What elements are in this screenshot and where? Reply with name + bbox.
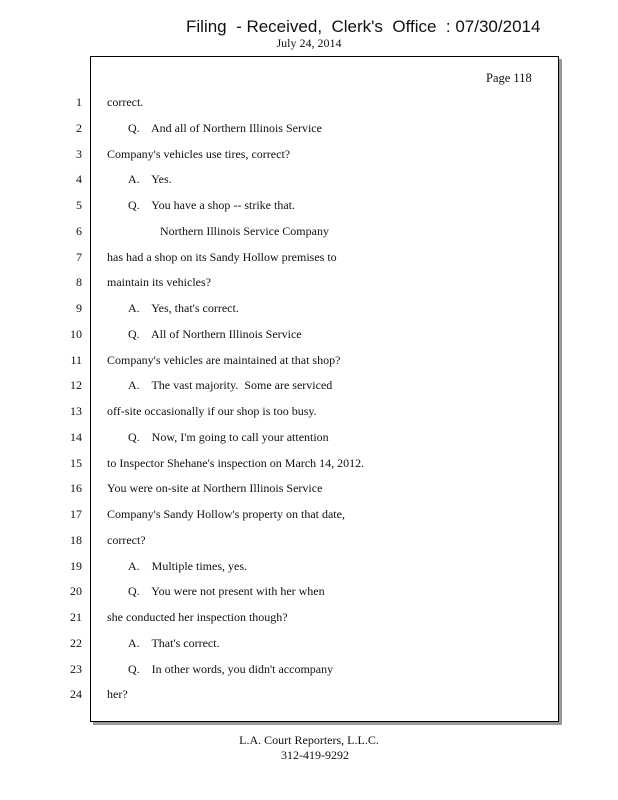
line-number: 11 (70, 353, 82, 367)
line-number: 7 (76, 250, 82, 264)
transcript-line: her? (107, 687, 128, 701)
page-number: Page 118 (486, 71, 532, 85)
transcript-line: Company's Sandy Hollow's property on that date, (107, 507, 345, 521)
transcript-line: correct? (107, 533, 146, 547)
line-number: 14 (70, 430, 82, 444)
transcript-line: maintain its vehicles? (107, 275, 211, 289)
transcript-line: Company's vehicles are maintained at that shop? (107, 353, 341, 367)
transcript-line: A. Yes, that's correct. (128, 301, 239, 315)
line-number: 12 (70, 378, 82, 392)
filing-stamp: Filing - Received, Clerk's Office : 07/30/2014 (186, 17, 541, 36)
transcript-line: Company's vehicles use tires, correct? (107, 147, 291, 161)
line-number: 16 (70, 481, 82, 495)
line-number: 4 (76, 172, 82, 186)
transcript-line: off-site occasionally if our shop is too busy. (107, 404, 317, 418)
line-number: 19 (70, 559, 82, 573)
reporter-phone: 312-419-9292 (281, 748, 349, 762)
transcript-line: Q. All of Northern Illinois Service (128, 327, 302, 341)
line-number: 6 (76, 224, 82, 238)
line-number: 5 (76, 198, 82, 212)
line-number: 9 (76, 301, 82, 315)
transcript-line: Q. You were not present with her when (128, 584, 325, 598)
transcript-line: A. Yes. (128, 172, 172, 186)
line-number: 20 (70, 584, 82, 598)
line-number: 17 (70, 507, 82, 521)
transcript-line: Q. Now, I'm going to call your attention (128, 430, 329, 444)
transcript-line: You were on-site at Northern Illinois Service (107, 481, 323, 495)
transcript-line: A. Multiple times, yes. (128, 559, 247, 573)
transcript-date: July 24, 2014 (276, 36, 342, 50)
line-number: 18 (70, 533, 82, 547)
line-number: 13 (70, 404, 82, 418)
transcript-line: Q. You have a shop -- strike that. (128, 198, 295, 212)
transcript-line: A. That's correct. (128, 636, 220, 650)
line-number: 21 (70, 610, 82, 624)
reporter-company: L.A. Court Reporters, L.L.C. (239, 733, 379, 747)
transcript-line: to Inspector Shehane's inspection on March 14, 2012. (107, 456, 365, 470)
line-number: 22 (70, 636, 82, 650)
transcript-line: A. The vast majority. Some are serviced (128, 378, 333, 392)
line-number: 1 (76, 95, 82, 109)
line-number: 15 (70, 456, 82, 470)
transcript-line: she conducted her inspection though? (107, 610, 288, 624)
line-number: 2 (76, 121, 82, 135)
line-number: 23 (70, 662, 82, 676)
transcript-line: Northern Illinois Service Company (160, 224, 329, 238)
line-number: 8 (76, 275, 82, 289)
transcript-line: Q. In other words, you didn't accompany (128, 662, 334, 676)
line-number: 24 (70, 687, 82, 701)
line-number: 3 (76, 147, 82, 161)
transcript-line: Q. And all of Northern Illinois Service (128, 121, 322, 135)
line-number: 10 (70, 327, 82, 341)
transcript-line: correct. (107, 95, 144, 109)
transcript-line: has had a shop on its Sandy Hollow premises to (107, 250, 337, 264)
